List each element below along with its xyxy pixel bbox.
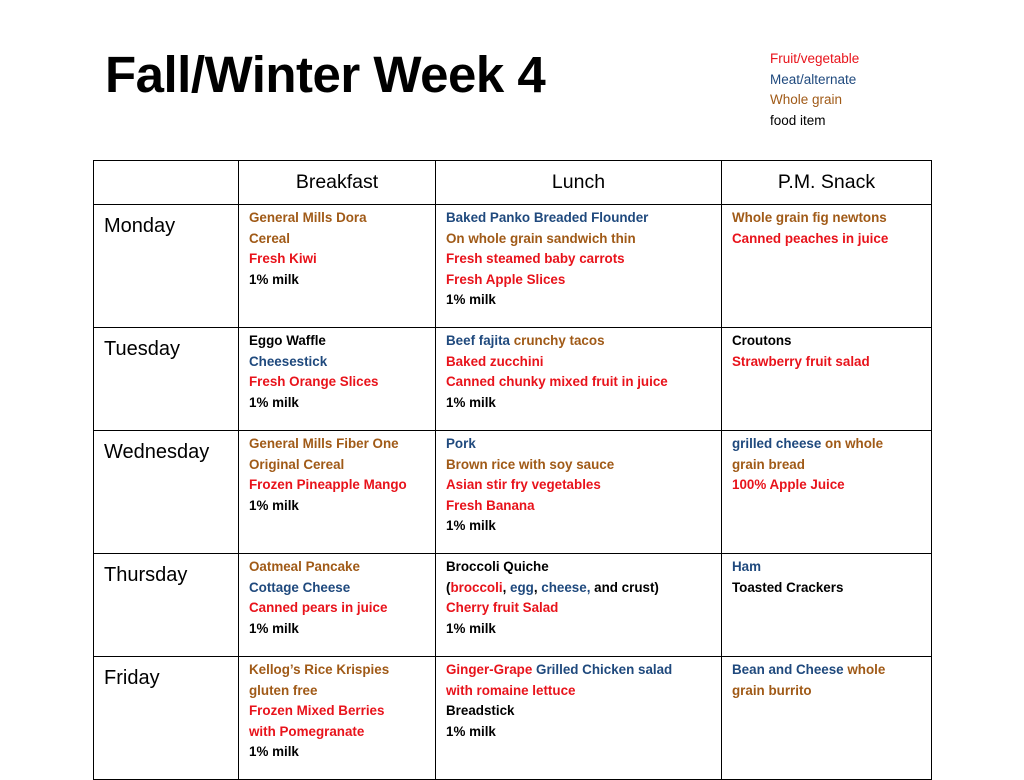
menu-item-part: whole xyxy=(847,662,886,677)
menu-item-part: broccoli xyxy=(450,579,503,595)
menu-item: 1% milk xyxy=(249,744,299,759)
menu-item-part: Bean and Cheese xyxy=(732,662,848,677)
legend-whole-grain: Whole grain xyxy=(770,92,843,107)
menu-item: grain burrito xyxy=(732,682,812,698)
menu-item-part: crunchy tacos xyxy=(513,333,605,348)
monday-snack xyxy=(722,205,932,328)
table-row-monday xyxy=(94,205,932,328)
table-row-tuesday xyxy=(94,328,932,431)
legend-fruit-vegetable: Fruit/vegetable xyxy=(770,51,860,66)
menu-item: Canned peaches in juice xyxy=(732,230,889,246)
menu-item: Frozen Mixed Berries xyxy=(249,703,385,718)
menu-item: Broccoli Quiche xyxy=(446,559,549,574)
menu-item: Fresh Orange Slices xyxy=(249,374,379,389)
menu-item: Brown rice with soy sauce xyxy=(446,456,615,472)
menu-item: Fresh Apple Slices xyxy=(446,271,566,287)
menu-item: with Pomegranate xyxy=(249,723,365,739)
menu-item: Strawberry fruit salad xyxy=(732,353,870,369)
friday-breakfast xyxy=(239,657,436,780)
thursday-lunch xyxy=(436,554,722,657)
menu-item: grain bread xyxy=(732,456,805,472)
legend-meat-alternate: Meat/alternate xyxy=(770,71,857,87)
menu-item: Oatmeal Pancake xyxy=(249,559,360,574)
header-lunch: Lunch xyxy=(436,161,722,205)
menu-item: Original Cereal xyxy=(249,456,345,472)
menu-item: 1% milk xyxy=(446,723,496,739)
menu-item xyxy=(732,660,927,681)
menu-item: 1% milk xyxy=(249,497,299,513)
menu-item: On whole grain sandwich thin xyxy=(446,230,636,246)
table-header-row xyxy=(94,161,932,205)
menu-item: Fresh Banana xyxy=(446,497,535,513)
menu-item: 1% milk xyxy=(249,394,299,410)
table-row-thursday xyxy=(94,554,932,657)
menu-item: Cheesestick xyxy=(249,353,328,369)
menu-item: Croutons xyxy=(732,333,792,348)
menu-item: Baked zucchini xyxy=(446,353,544,369)
legend-food-item: food item xyxy=(770,112,826,128)
day-thursday: Thursday xyxy=(94,554,239,657)
menu-item-part: and crust) xyxy=(590,579,659,595)
menu-item: 1% milk xyxy=(446,394,496,410)
day-friday: Friday xyxy=(94,657,239,780)
monday-breakfast xyxy=(239,205,436,328)
menu-item: Cherry fruit Salad xyxy=(446,600,559,615)
menu-item-part: cheese, xyxy=(541,579,591,595)
menu-item: 1% milk xyxy=(249,271,299,287)
menu-item: Canned chunky mixed fruit in juice xyxy=(446,374,668,389)
wednesday-breakfast xyxy=(239,431,436,554)
page-title: Fall/Winter Week 4 xyxy=(105,46,546,103)
menu-item: Fresh steamed baby carrots xyxy=(446,251,625,266)
menu-item: with romaine lettuce xyxy=(446,682,576,698)
menu-item: Fresh Kiwi xyxy=(249,251,317,266)
tuesday-lunch xyxy=(436,328,722,431)
menu-item: Pork xyxy=(446,436,476,451)
wednesday-snack xyxy=(722,431,932,554)
menu-item: gluten free xyxy=(249,682,318,698)
menu-item: Toasted Crackers xyxy=(732,579,844,595)
menu-item-part: ( xyxy=(446,579,451,595)
menu-item: Cereal xyxy=(249,230,290,246)
menu-item: Ham xyxy=(732,559,762,574)
menu-item-part: egg xyxy=(510,579,534,595)
menu-item: Cottage Cheese xyxy=(249,579,351,595)
monday-lunch xyxy=(436,205,722,328)
menu-item: Kellog’s Rice Krispies xyxy=(249,662,390,677)
menu-item: General Mills Dora xyxy=(249,210,367,225)
menu-item: General Mills Fiber One xyxy=(249,436,399,451)
menu-item: 1% milk xyxy=(446,620,496,636)
menu-item: Frozen Pineapple Mango xyxy=(249,477,407,492)
friday-snack xyxy=(722,657,932,780)
menu-item: Asian stir fry vegetables xyxy=(446,477,601,492)
menu-item-part: grilled cheese xyxy=(732,436,826,451)
menu-item xyxy=(446,578,717,599)
menu-item xyxy=(732,434,927,455)
menu-item-part: Grilled Chicken salad xyxy=(536,662,673,677)
menu-item xyxy=(446,331,717,352)
menu-item: Baked Panko Breaded Flounder xyxy=(446,210,649,225)
color-legend xyxy=(770,49,859,131)
menu-item: Eggo Waffle xyxy=(249,333,326,348)
day-wednesday: Wednesday xyxy=(94,431,239,554)
menu-item-part: on whole xyxy=(825,436,884,451)
menu-item: 1% milk xyxy=(446,292,496,307)
menu-item: Canned pears in juice xyxy=(249,600,388,615)
menu-item-part: Ginger-Grape xyxy=(446,662,537,677)
menu-item-part: , xyxy=(502,579,511,595)
menu-item: 100% Apple Juice xyxy=(732,477,845,492)
menu-item-part: Beef fajita xyxy=(446,333,514,348)
thursday-snack xyxy=(722,554,932,657)
menu-item xyxy=(446,660,717,681)
menu-item: Breadstick xyxy=(446,703,515,718)
friday-lunch xyxy=(436,657,722,780)
menu-item: Whole grain fig newtons xyxy=(732,210,887,225)
header-snack: P.M. Snack xyxy=(722,161,932,205)
header-breakfast: Breakfast xyxy=(239,161,436,205)
table-row-friday xyxy=(94,657,932,780)
day-monday: Monday xyxy=(94,205,239,328)
menu-item: 1% milk xyxy=(446,518,496,533)
tuesday-breakfast xyxy=(239,328,436,431)
thursday-breakfast xyxy=(239,554,436,657)
day-tuesday: Tuesday xyxy=(94,328,239,431)
wednesday-lunch xyxy=(436,431,722,554)
menu-item-part: , xyxy=(533,579,542,595)
table-row-wednesday xyxy=(94,431,932,554)
header-empty xyxy=(94,161,239,205)
tuesday-snack xyxy=(722,328,932,431)
menu-item: 1% milk xyxy=(249,620,299,636)
weekly-menu-table xyxy=(93,160,932,780)
